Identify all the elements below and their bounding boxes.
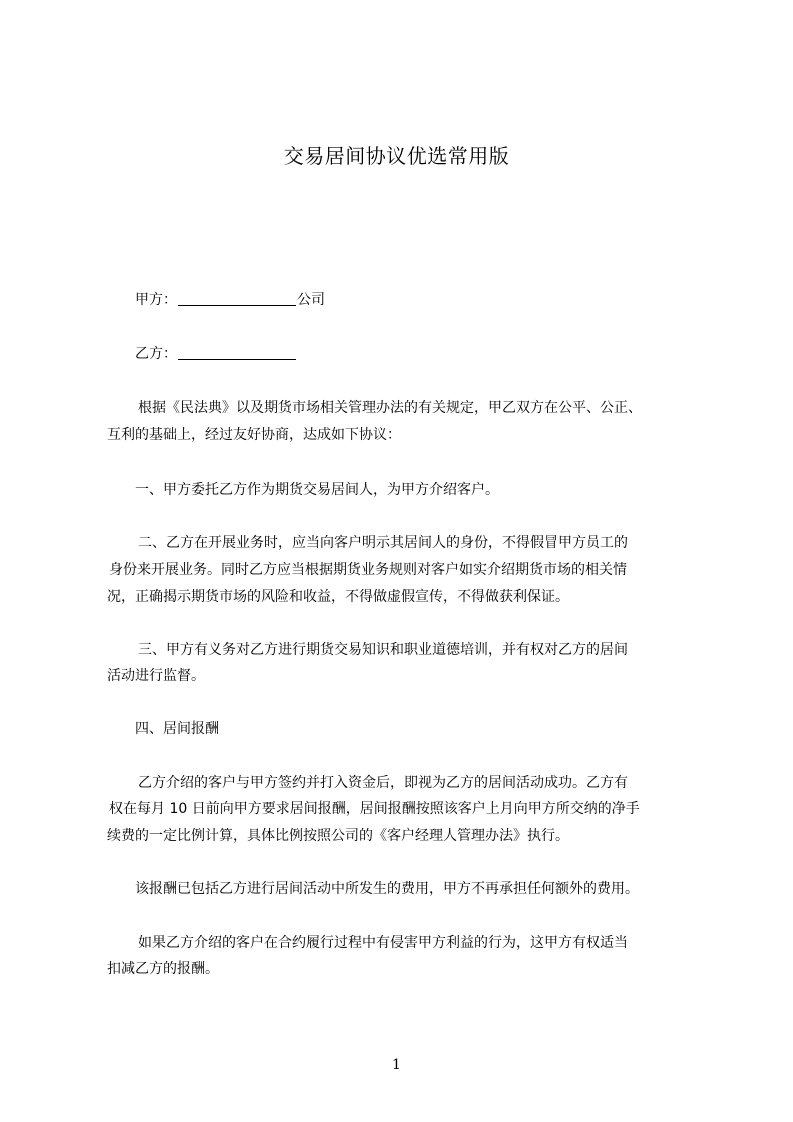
clause-4-heading: 四、居间报酬: [135, 721, 219, 737]
party-b-label: 乙方：: [135, 346, 177, 362]
party-a-line: [107, 290, 730, 310]
clause-2-line-2: 身份来开展业务。同时乙方应当根据期货业务规则对客户如实介绍期货市场的相关情: [109, 562, 627, 578]
clause-2-line-3: 况，正确揭示期货市场的风险和收益，不得做虚假宣传，不得做获利保证。: [107, 589, 569, 605]
reward-paragraph-line-3: 续费的一定比例计算，具体比例按照公司的《客户经理人管理办法》执行。: [107, 828, 569, 844]
party-a-blank: [178, 291, 296, 306]
reward-paragraph-line-2: 权在每月 10 日前向甲方要求居间报酬，居间报酬按照该客户上月向甲方所交纳的净手: [109, 801, 640, 817]
party-a-label: 甲方：: [135, 292, 177, 308]
intro-paragraph-line-1: 根据《民法典》以及期货市场相关管理办法的有关规定，甲乙双方在公平、公正、: [138, 400, 642, 416]
page-number: 1: [392, 1057, 401, 1073]
deduct-paragraph-line-1: 如果乙方介绍的客户在合约履行过程中有侵害甲方利益的行为，这甲方有权适当: [138, 935, 628, 951]
clause-3-line-1: 三、甲方有义务对乙方进行期货交易知识和职业道德培训，并有权对乙方的居间: [138, 642, 628, 658]
clause-3-line-2: 活动进行监督。: [107, 668, 205, 684]
intro-paragraph-line-2: 互利的基础上，经过友好协商，达成如下协议：: [107, 427, 401, 443]
clause-1: 一、甲方委托乙方作为期货交易居间人，为甲方介绍客户。: [135, 482, 499, 498]
party-b-blank: [178, 345, 296, 360]
reward-paragraph-line-1: 乙方介绍的客户与甲方签约并打入资金后，即视为乙方的居间活动成功。乙方有: [138, 775, 628, 791]
party-b-line: [107, 344, 730, 364]
clause-2-line-1: 二、乙方在开展业务时，应当向客户明示其居间人的身份，不得假冒甲方员工的: [138, 535, 628, 551]
party-a-suffix: 公司: [297, 292, 325, 308]
document-title: 交易居间协议优选常用版: [283, 144, 510, 168]
deduct-paragraph-line-2: 扣减乙方的报酬。: [107, 961, 219, 977]
cost-paragraph: 该报酬已包括乙方进行居间活动中所发生的费用，甲方不再承担任何额外的费用。: [135, 881, 639, 897]
